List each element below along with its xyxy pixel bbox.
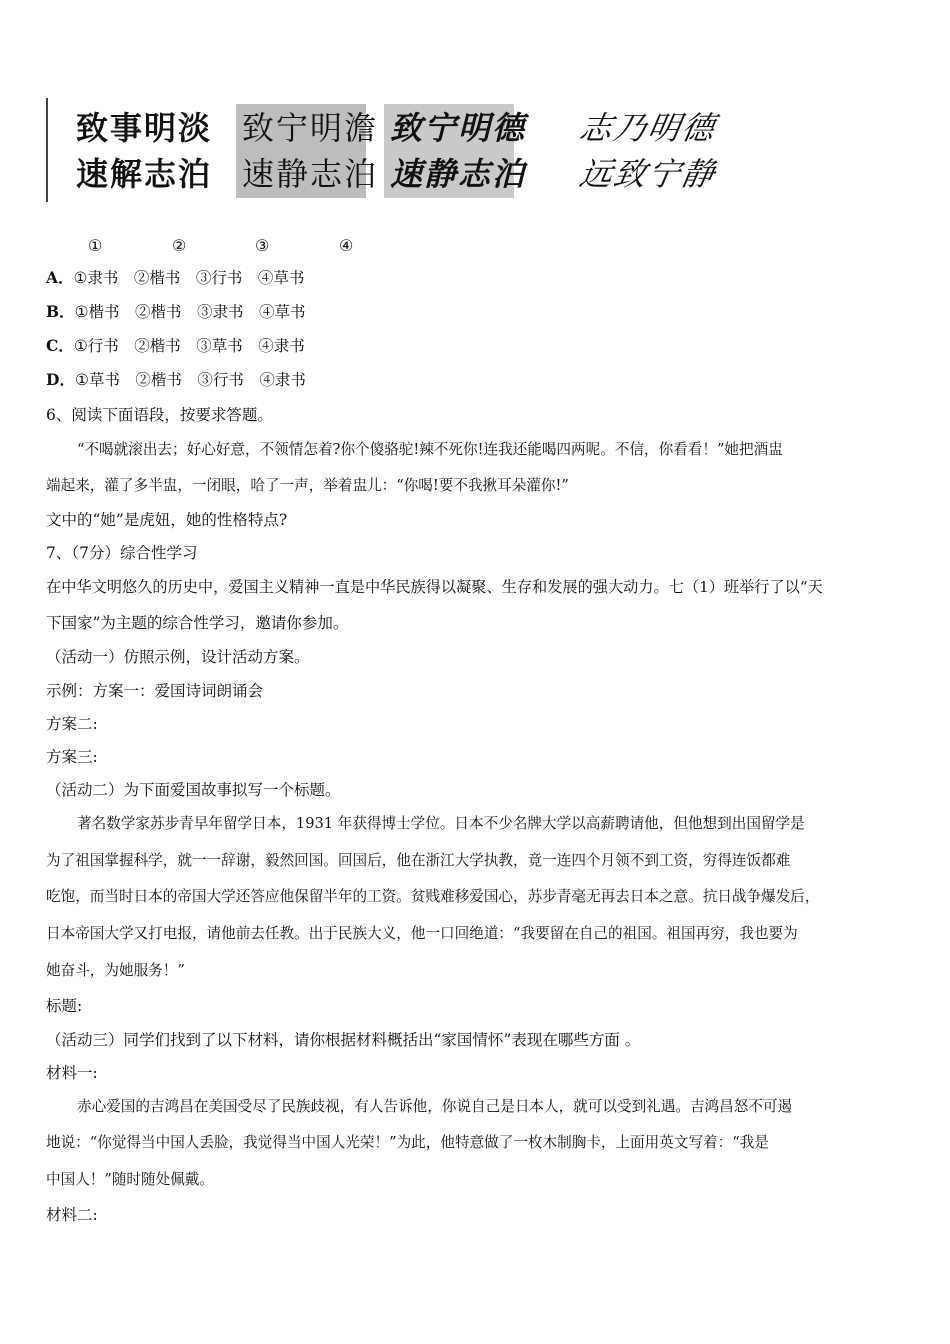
material-1-passage: 中国人！”随时随处佩戴。 — [46, 1171, 214, 1188]
calligraphy-sample-2 — [236, 104, 379, 198]
plan-3-label: 方案三: — [46, 748, 98, 766]
calligraphy-line: 致宁明德 — [390, 109, 527, 147]
activity-2-heading: （活动二）为下面爱国故事拟写一个标题。 — [46, 781, 341, 799]
question-6-title: 6、阅读下面语段，按要求答题。 — [46, 406, 273, 424]
activity-3-heading: （活动三）同学们找到了以下材料，请你根据材料概括出“家国情怀”表现在哪些方面 。 — [46, 1031, 641, 1049]
option-text: ①行书 ②楷书 ③草书 ④隶书 — [73, 337, 305, 355]
question-7-intro: 下国家”为主题的综合性学习，邀请你参加。 — [46, 614, 349, 632]
activity-1-heading: （活动一）仿照示例，设计活动方案。 — [46, 648, 310, 666]
option-text: ①草书 ②楷书 ③行书 ④隶书 — [74, 371, 306, 389]
image-border — [46, 98, 48, 202]
option-letter: B． — [46, 302, 75, 321]
material-1-passage: 赤心爱国的吉鸿昌在美国受尽了民族歧视，有人告诉他，你说自己是日本人，就可以受到礼遇。吉鸿昌怒不可遏 — [77, 1098, 793, 1115]
option-a[interactable] — [46, 268, 908, 288]
sample-number: ① — [88, 236, 103, 255]
option-letter: D． — [46, 370, 75, 389]
activity-1-example: 示例：方案一：爱国诗词朗诵会 — [46, 682, 264, 700]
question-6-passage: 端起来，灌了多半盅，一闭眼，哈了一声，举着盅儿：“你喝!要不我揪耳朵灌你!” — [46, 477, 569, 494]
question-7-title: 7、（7分）综合性学习 — [46, 544, 198, 562]
calligraphy-sample-3 — [384, 104, 527, 198]
material-2-label: 材料二: — [46, 1206, 98, 1224]
question-7-intro: 在中华文明悠久的历史中，爱国主义精神一直是中华民族得以凝聚、生存和发展的强大动力。七（1）班举行了以“天 — [46, 578, 823, 596]
option-text: ①楷书 ②楷书 ③隶书 ④草书 — [74, 303, 306, 321]
plan-2-label: 方案二: — [46, 715, 98, 733]
calligraphy-line: 速解志泊 — [76, 155, 213, 193]
title-label: 标题: — [46, 997, 83, 1015]
calligraphy-line: 致宁明澹 — [242, 109, 379, 147]
question-6-prompt: 文中的“她”是虎妞，她的性格特点? — [46, 511, 288, 529]
story-passage: 著名数学家苏步青早年留学日本，1931 年获得博士学位。日本不少名牌大学以高薪聘请他，但他想到出国留学是 — [77, 815, 805, 832]
story-passage: 吃饱，而当时日本的帝国大学还答应他保留半年的工资。贫贱难移爱国心，苏步青毫无再去日本之意。抗日战争爆发后， — [46, 888, 820, 905]
option-letter: A． — [46, 268, 74, 287]
calligraphy-line: 远致宁静 — [576, 155, 720, 193]
story-passage: 日本帝国大学又打电报，请他前去任教。出于民族大义，他一口回绝道：“我要留在自己的祖国。祖国再穷，我也要为 — [46, 925, 798, 942]
calligraphy-line: 志乃明德 — [576, 109, 720, 147]
calligraphy-sample-4 — [574, 104, 720, 198]
option-text: ①隶书 ②楷书 ③行书 ④草书 — [73, 269, 305, 287]
option-letter: C． — [46, 336, 74, 355]
sample-number: ③ — [255, 236, 270, 255]
material-1-passage: 地说：“你觉得当中国人丢脸，我觉得当中国人光荣！”为此，他特意做了一枚木制胸卡，上面用英文写着：“我是 — [46, 1134, 769, 1151]
story-passage: 为了祖国掌握科学，就一一辞谢，毅然回国。回国后，他在浙江大学执教，竟一连四个月领不到工资，穷得连饭都难 — [46, 852, 791, 869]
calligraphy-line: 速静志泊 — [390, 155, 527, 193]
calligraphy-sample-1 — [70, 104, 213, 198]
calligraphy-line: 致事明淡 — [76, 109, 213, 147]
option-c[interactable] — [46, 336, 908, 356]
option-b[interactable] — [46, 302, 908, 322]
calligraphy-line: 速静志泊 — [242, 155, 379, 193]
option-d[interactable] — [46, 370, 908, 390]
material-1-label: 材料一: — [46, 1064, 98, 1082]
sample-number: ② — [172, 236, 187, 255]
story-passage: 她奋斗，为她服务！” — [46, 962, 185, 979]
sample-number: ④ — [339, 236, 354, 255]
question-6-passage: “不喝就滚出去；好心好意，不领情怎着?你个傻骆驼!辣不死你!连我还能喝四两呢。不信，你看看！”她把酒盅 — [77, 441, 783, 458]
